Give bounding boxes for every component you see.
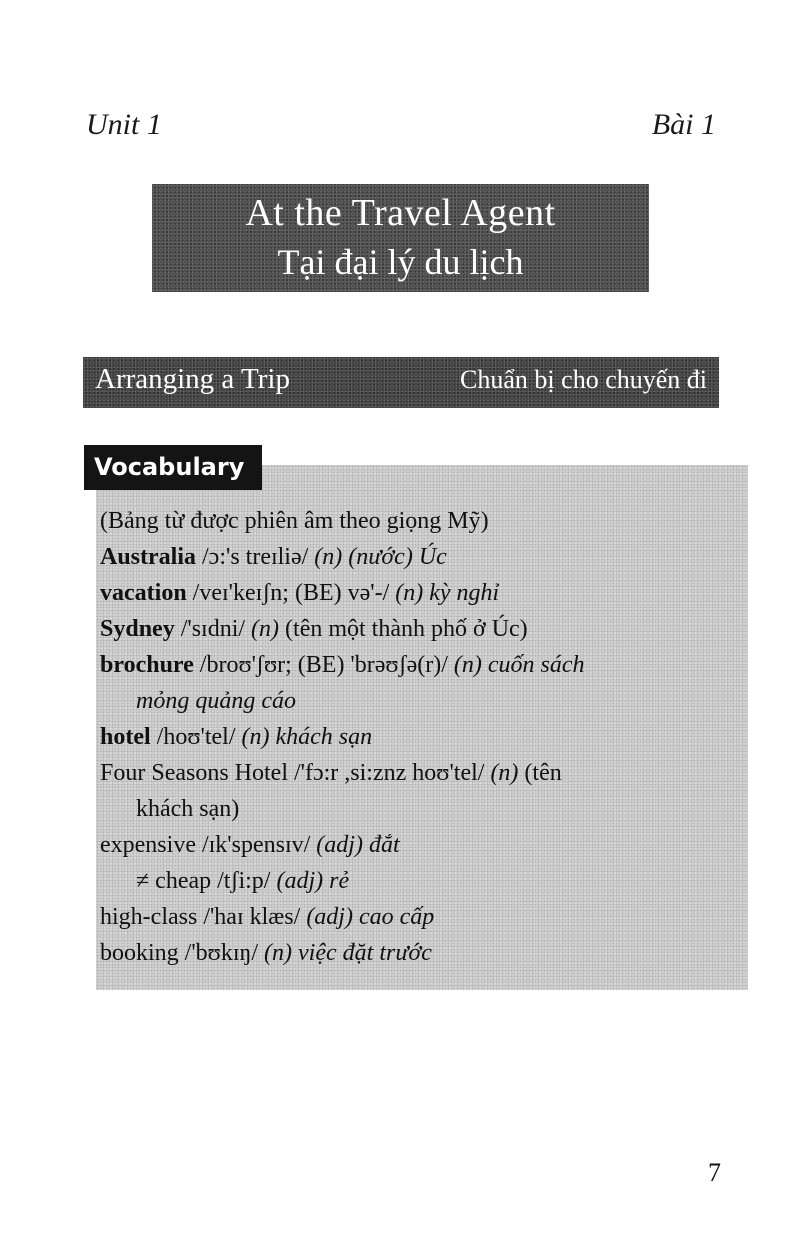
vocab-meaning: (tên xyxy=(518,760,562,786)
vocab-entry-brochure xyxy=(100,647,740,683)
vocab-meaning: (nước) Úc xyxy=(342,544,447,570)
vocab-entry-four-seasons-hotel xyxy=(100,755,740,791)
vocab-word: high-class xyxy=(100,904,198,930)
vocabulary-label: Vocabulary xyxy=(84,445,262,490)
unit-label-en: Unit 1 xyxy=(86,108,162,141)
vocab-ipa: /'haɪ klæs/ xyxy=(197,904,307,930)
lesson-title-en: At the Travel Agent xyxy=(245,192,556,234)
vocab-meaning: khách sạn xyxy=(269,724,373,750)
vocab-pos: (n) xyxy=(490,760,519,786)
vocab-word: hotel xyxy=(100,724,151,750)
vocab-word: Four Seasons Hotel xyxy=(100,760,288,786)
vocabulary-note: (Bảng từ được phiên âm theo giọng Mỹ) xyxy=(100,508,489,534)
vocab-ipa: /ɔ:'s treɪliə/ xyxy=(196,544,315,570)
vocab-ipa: /'fɔ:r ,si:znz hoʊ'tel/ xyxy=(288,760,491,786)
vocab-entry-booking xyxy=(100,935,740,971)
lesson-title-box xyxy=(152,184,649,292)
vocab-ipa: /tʃi:p/ xyxy=(211,868,277,894)
vocab-meaning: (tên một thành phố ở Úc) xyxy=(279,616,528,642)
vocab-word: ≠ cheap xyxy=(136,868,212,894)
section-header-bar xyxy=(83,357,719,408)
vocab-entry-expensive xyxy=(100,827,740,863)
vocab-word: Sydney xyxy=(100,616,175,642)
lesson-title-vi: Tại đại lý du lịch xyxy=(277,242,524,282)
vocab-ipa: /ɪk'spensɪv/ xyxy=(195,832,317,858)
vocab-word: Australia xyxy=(100,544,196,570)
vocab-entry-high-class xyxy=(100,899,740,935)
vocab-pos: (adj) xyxy=(306,904,353,930)
vocab-meaning: kỳ nghỉ xyxy=(423,580,500,606)
vocab-pos: (adj) xyxy=(276,868,324,894)
vocab-word: booking xyxy=(100,940,179,966)
section-title-vi: Chuẩn bị cho chuyến đi xyxy=(460,365,707,394)
vocab-meaning-continued: khách sạn) xyxy=(136,796,240,822)
vocab-word: vacation xyxy=(100,580,187,606)
vocab-entry-sydney xyxy=(100,611,740,647)
vocab-meaning: cuốn sách xyxy=(481,652,585,678)
vocab-entry-australia xyxy=(100,539,740,575)
vocab-meaning: cao cấp xyxy=(352,904,435,930)
vocab-ipa: /'bʊkɪŋ/ xyxy=(178,940,265,966)
vocab-entry-hotel xyxy=(100,719,740,755)
vocab-pos: (n) xyxy=(395,580,424,606)
vocab-entry-vacation xyxy=(100,575,740,611)
vocab-meaning: rẻ xyxy=(323,868,350,894)
vocab-ipa: /veɪ'keɪʃn; (BE) və'-/ xyxy=(186,580,396,606)
vocab-pos: (n) xyxy=(264,940,293,966)
page-number: 7 xyxy=(708,1158,721,1187)
unit-label-vi: Bài 1 xyxy=(651,108,716,141)
vocabulary-list xyxy=(100,503,740,971)
vocab-ipa: /broʊ'ʃʊr; (BE) 'brəʊʃə(r)/ xyxy=(193,652,454,678)
vocab-meaning: đắt xyxy=(362,832,400,858)
vocab-ipa: /'sɪdni/ xyxy=(174,616,252,642)
vocab-pos: (n) xyxy=(241,724,270,750)
vocab-pos: (adj) xyxy=(316,832,363,858)
vocab-entry-cheap xyxy=(100,863,740,899)
vocab-meaning-continued: mỏng quảng cáo xyxy=(136,688,296,714)
vocab-pos: (n) xyxy=(314,544,343,570)
vocab-ipa: /hoʊ'tel/ xyxy=(150,724,242,750)
vocab-word: expensive xyxy=(100,832,196,858)
vocab-word: brochure xyxy=(100,652,194,678)
vocab-pos: (n) xyxy=(453,652,482,678)
section-title-en: Arranging a Trip xyxy=(95,363,290,395)
vocab-pos: (n) xyxy=(251,616,280,642)
vocab-meaning: việc đặt trước xyxy=(292,940,432,966)
